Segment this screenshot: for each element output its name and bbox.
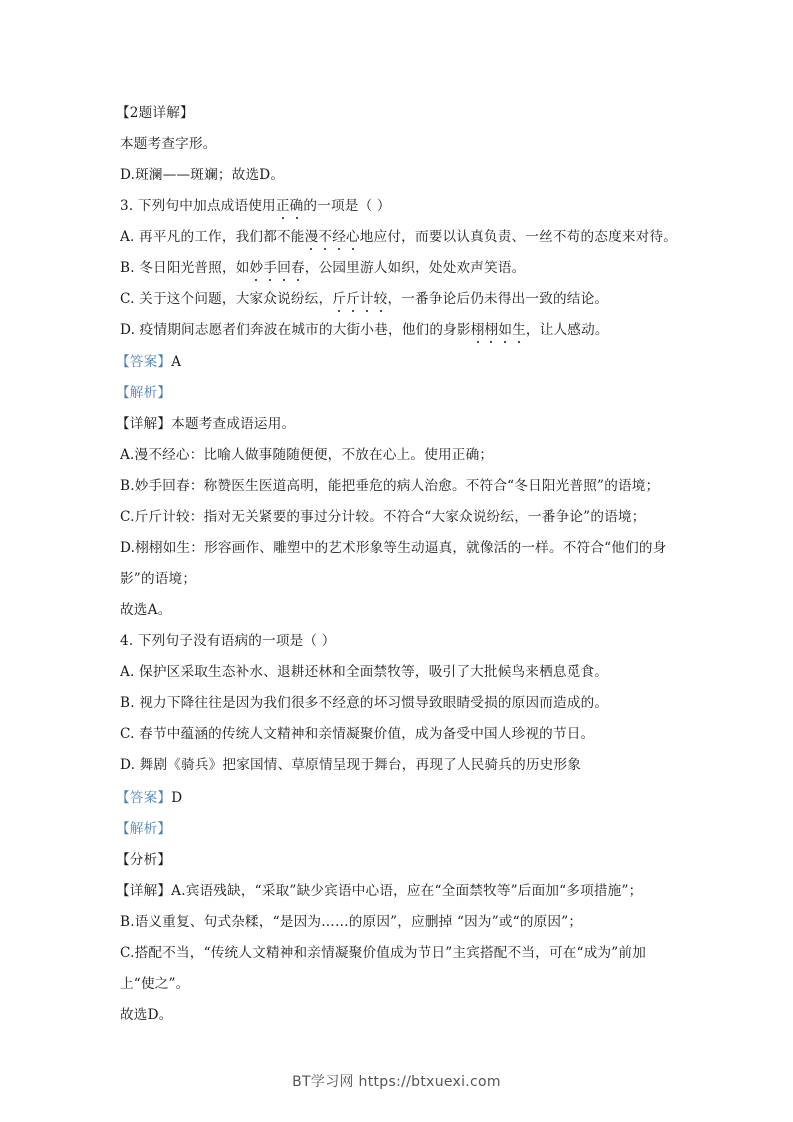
option-text: C. 关于这个问题，大家众说纷纭， [120,291,333,307]
option-text: D. 疫情期间志愿者们奔波在城市的大街小巷，他们的身影 [120,322,471,338]
emphasis-char: 回 [277,260,291,276]
q3-detail-line: C.斤斤计较：指对无关紧要的事过分计较。不符合“大家众说纷纭，一番争论”的语境； [120,509,646,525]
emphasis-char: 计 [359,291,374,307]
q3-option-a [120,228,677,246]
answer-value: A [171,354,182,370]
q4-stem: 4. 下列句子没有语病的一项是（ ） [120,633,336,649]
q4-analysis-label: 【解析】 [116,821,172,837]
footer-watermark: BT学习网 https://btxuexi.com [292,1074,501,1090]
option-text: ，一番争论后仍未得出一致的结论。 [387,291,609,307]
option-text: A. 再平凡的工作，我们都不能 [120,229,305,245]
q4-option-c: C. 春节中蕴涵的传统人文精神和亲情凝聚价值，成为备受中国人珍视的节日。 [120,726,595,742]
emphasis-char: 手 [263,260,278,276]
q3-detail-line: B.妙手回春：称赞医生医道高明，能把垂危的病人治愈。不符合“冬日阳光普照”的语境； [120,478,660,494]
q3-detail-line: D.栩栩如生：形容画作、雕塑中的艺术形象等生动逼真，就像活的一样。不符合“他们的身 [120,540,667,556]
q3-stem-text: 3. 下列句中加点成语使用 [120,198,276,214]
option-text: B. 冬日阳光普照，如 [120,260,250,276]
emphasis-char: 漫 [304,229,319,245]
q2-detail-line: D.斑澜——斑斓；故选D。 [120,167,285,183]
q4-detail-line: B.语义重复、句式杂糅，“是因为……的原因”，应删掉 “因为”或“的原因”； [120,914,583,930]
option-text: 地应付，而要以认真负责、一丝不苟的态度来对待。 [359,229,678,245]
emphasis-char: 斤 [346,291,360,307]
emphasis-char: 不 [318,229,333,245]
q2-detail-header: 【2题详解】 [116,105,194,121]
q3-option-d [120,321,609,339]
emphasis-char: 较 [373,291,388,307]
q3-answer [116,353,181,371]
q4-detail-line: C.搭配不当，“传统人文精神和亲情凝聚价值成为节日”主宾搭配不当，可在“成为”前加 [120,945,647,961]
option-text: ，公园里游人如织，处处欢声笑语。 [304,260,526,276]
emphasis-char: 妙 [249,260,264,276]
emphasis-char: 确 [289,198,304,214]
q4-conclusion: 故选D。 [120,1007,173,1023]
q4-answer [116,789,182,807]
q4-detail-line: 【详解】A.宾语残缺，“采取”缺少宾语中心语，应在“全面禁牧等”后面加“多项措施”； [116,883,643,899]
q4-fenxi-label: 【分析】 [116,852,172,868]
q3-option-c [120,290,608,308]
q3-stem [120,197,391,215]
q3-stem-text: 的一项是（ ） [303,198,391,214]
q4-option-a: A. 保护区采取生态补水、退耕还林和全面禁牧等，吸引了大批候鸟来栖息觅食。 [120,664,609,680]
emphasis-char: 如 [498,322,513,338]
q3-detail-line: 【详解】本题考查成语运用。 [116,416,296,432]
emphasis-char: 春 [290,260,305,276]
q4-option-d: D. 舞剧《骑兵》把家国情、草原情呈现于舞台，再现了人民骑兵的历史形象 [120,757,582,773]
emphasis-char: 生 [512,322,526,338]
option-text: ，让人感动。 [525,322,609,338]
q3-option-b [120,259,525,277]
emphasis-char: 斤 [332,291,347,307]
q3-analysis-label: 【解析】 [116,385,172,401]
q4-detail-line: 上“使之”。 [120,976,190,992]
q3-detail-line: A.漫不经心：比喻人做事随随便便，不放在心上。使用正确； [120,447,494,463]
q2-detail-line: 本题考查字形。 [120,136,217,152]
emphasis-char: 正 [275,198,290,214]
answer-label: 【答案】 [116,354,172,370]
q4-option-b: B. 视力下降往往是因为我们很多不经意的坏习惯导致眼睛受损的原因而造成的。 [120,695,609,711]
emphasis-char: 栩 [484,322,499,338]
q3-detail-line: 影”的语境； [120,571,197,587]
q3-conclusion: 故选A。 [120,602,172,618]
answer-label: 【答案】 [116,790,172,806]
answer-value: D [171,790,183,806]
emphasis-char: 心 [345,229,360,245]
emphasis-char: 栩 [470,322,485,338]
emphasis-char: 经 [332,229,346,245]
